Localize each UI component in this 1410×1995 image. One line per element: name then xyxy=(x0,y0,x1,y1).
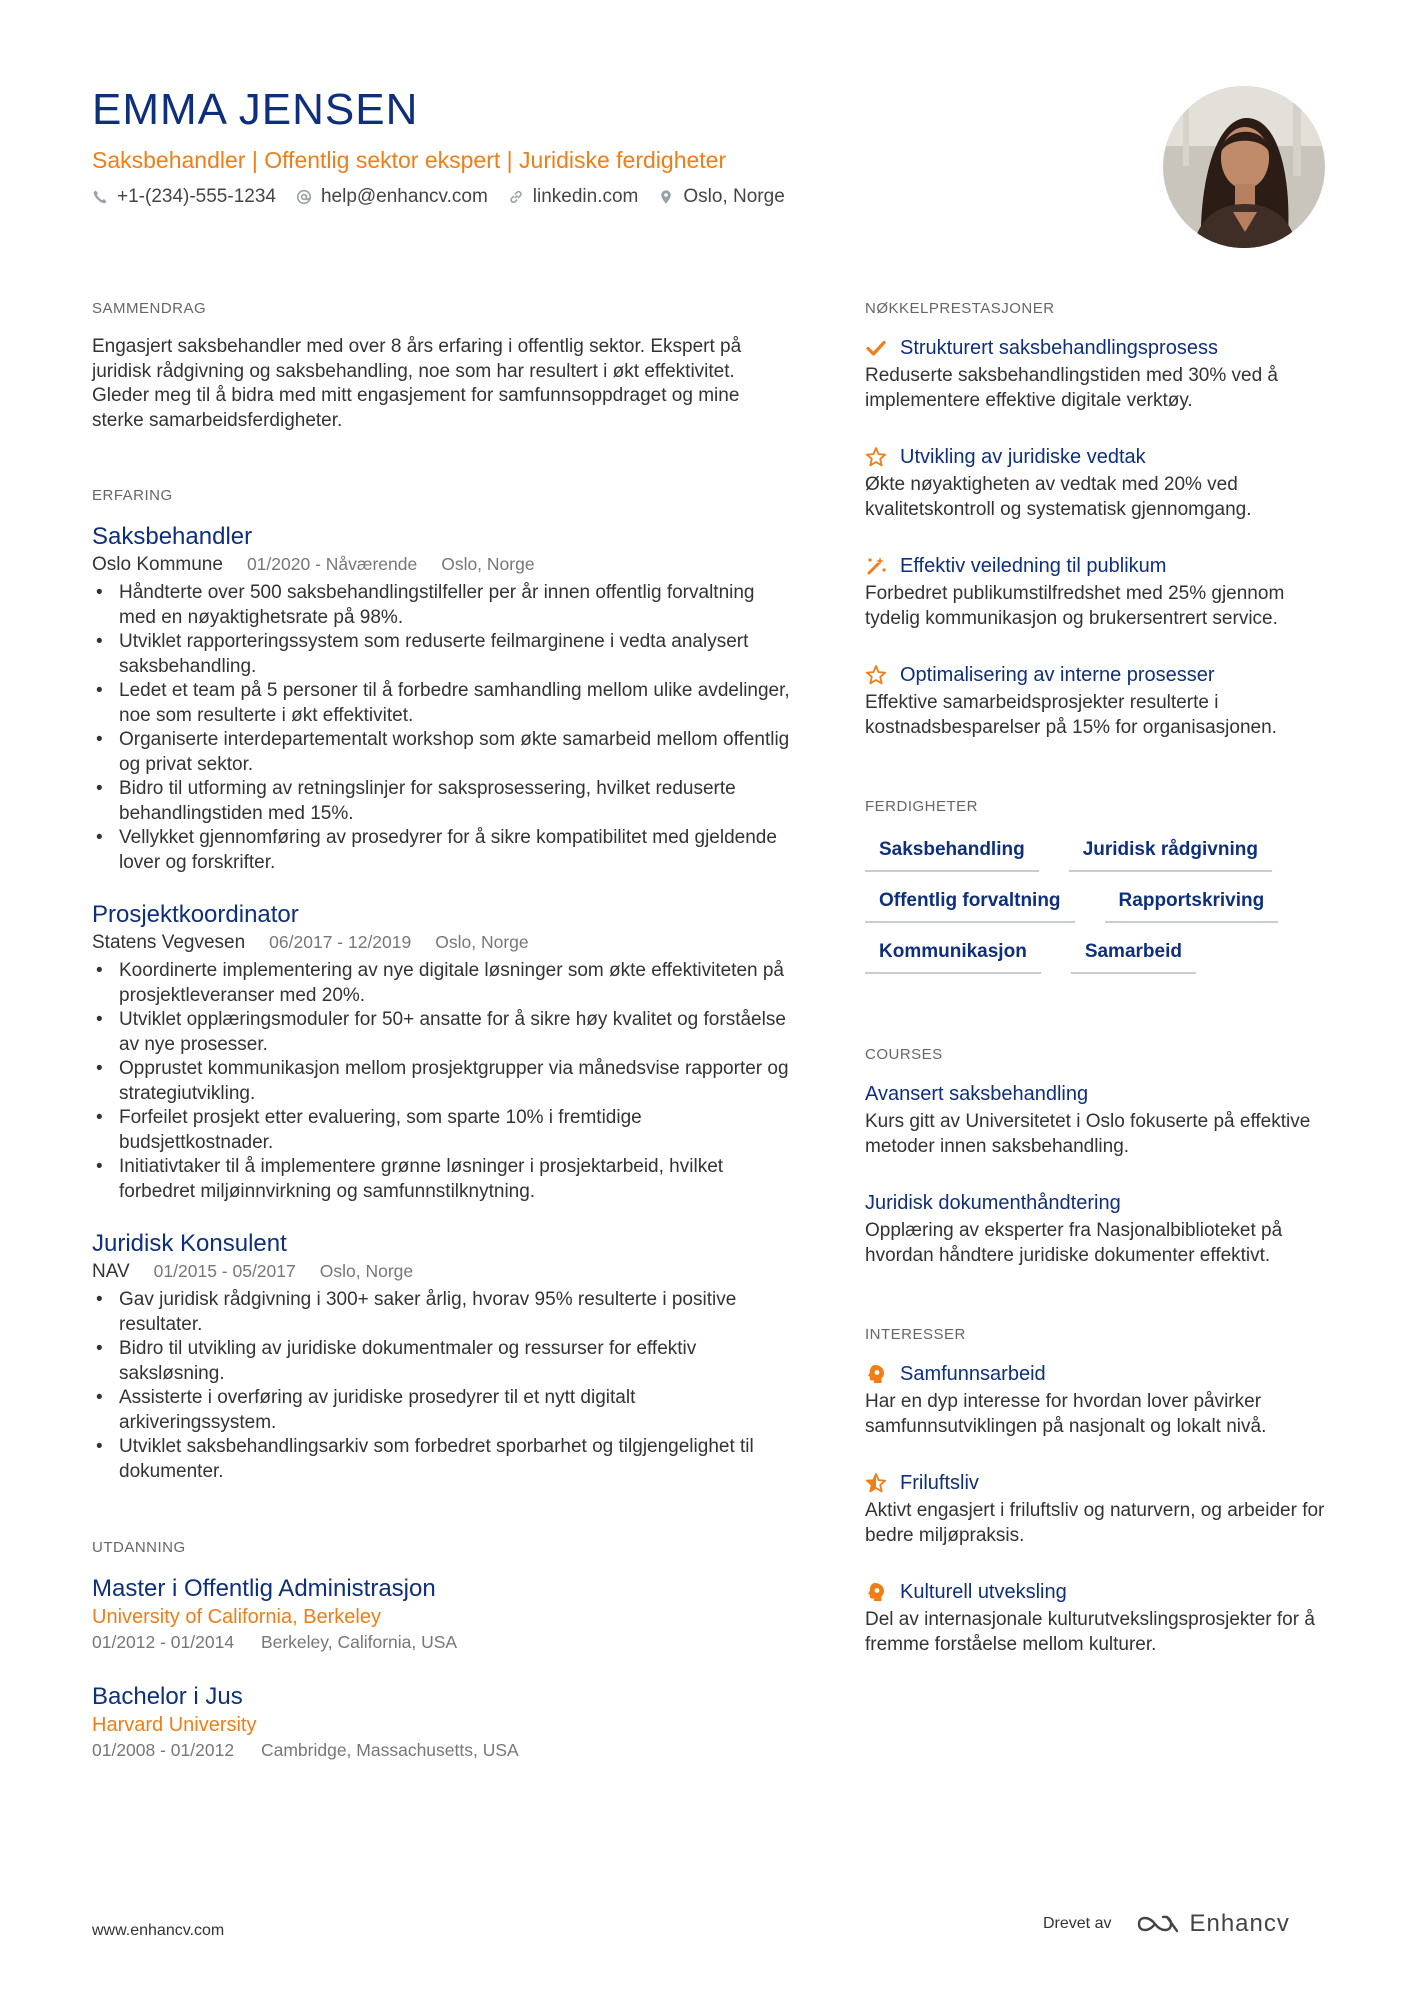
job-bullet: • Initiativtaker til å implementere grønne løsninger i prosjektarbeid, hvilket forbedret miljøinnvirkning og samfunnstilknytning. xyxy=(119,1155,792,1204)
job-bullet: • Assisterte i overføring av juridiske prosedyrer til et nytt digitalt arkiveringssystem. xyxy=(119,1386,792,1435)
course-title: Avansert saksbehandling xyxy=(865,1083,1089,1105)
achievement-text: Reduserte saksbehandlingstiden med 30% ved å implementere effektive digitale verktøy. xyxy=(865,365,1278,411)
job-entry xyxy=(92,900,792,1204)
candidate-name: EMMA JENSEN xyxy=(92,85,419,134)
course-text: Opplæring av eksperter fra Nasjonalbiblioteket på hvordan håndtere juridiske dokumenter effektivt. xyxy=(865,1220,1283,1266)
profile-photo xyxy=(1163,86,1325,248)
enhancv-logo[interactable] xyxy=(1135,1910,1289,1938)
skill-tag: Juridisk rådgivning xyxy=(1069,833,1272,872)
course-title: Juridisk dokumenthåndtering xyxy=(865,1192,1121,1214)
skill-tag: Saksbehandling xyxy=(865,833,1039,872)
job-bullets xyxy=(92,959,792,1204)
job-bullet: • Vellykket gjennomføring av prosedyrer for å sikre kompatibilitet med gjeldende lover og forskrifter. xyxy=(119,826,792,875)
education-institution: University of California, Berkeley xyxy=(92,1606,381,1628)
course-item xyxy=(865,1190,1335,1268)
interest-title: Friluftsliv xyxy=(900,1472,979,1494)
contact-location xyxy=(658,186,784,208)
course-text: Kurs gitt av Universitetet i Oslo fokuserte på effektive metoder innen saksbehandling. xyxy=(865,1111,1311,1157)
education-location: Berkeley, California, USA xyxy=(260,1632,458,1652)
achievement-title: Effektiv veiledning til publikum xyxy=(900,555,1167,577)
achievement-item xyxy=(865,444,1335,522)
interest-title-row xyxy=(865,1361,1335,1387)
interest-title-row xyxy=(865,1579,1335,1605)
job-meta xyxy=(92,930,792,955)
phone-icon xyxy=(92,189,108,205)
job-bullet: • Opprustet kommunikasjon mellom prosjektgrupper via månedsvise rapporter og strategiutvikling. xyxy=(119,1057,792,1106)
footer-branding xyxy=(1043,1910,1290,1938)
job-bullets xyxy=(92,1288,792,1484)
powered-by-text: Drevet av xyxy=(1043,1915,1112,1932)
contact-email xyxy=(296,186,488,208)
education-degree: Bachelor i Jus xyxy=(92,1683,243,1710)
achievement-text: Økte nøyaktigheten av vedtak med 20% ved kvalitetskontroll og systematisk gjennomgang. xyxy=(865,474,1252,520)
job-bullets xyxy=(92,581,792,875)
interest-title: Kulturell utveksling xyxy=(900,1581,1067,1603)
interest-item xyxy=(865,1579,1335,1657)
summary-heading: SAMMENDRAG xyxy=(92,300,207,317)
job-bullet: • Utviklet rapporteringssystem som reduserte feilmarginene i vedta analysert saksbehandling. xyxy=(119,630,792,679)
interest-text: Del av internasjonale kulturutvekslingsprosjekter for å fremme forståelse mellom kulturer. xyxy=(865,1609,1315,1655)
education-degree: Master i Offentlig Administrasjon xyxy=(92,1575,436,1602)
education-meta xyxy=(92,1630,792,1654)
job-meta xyxy=(92,552,792,577)
achievement-title-row xyxy=(865,335,1335,361)
job-bullet: • Forfeilet prosjekt etter evaluering, som sparte 10% i fremtidige budsjettkostnader. xyxy=(119,1106,792,1155)
interests-heading: INTERESSER xyxy=(865,1326,966,1343)
job-bullet: • Organiserte interdepartementalt workshop som økte samarbeid mellom offentlig og privat sektor. xyxy=(119,728,792,777)
interest-text: Aktivt engasjert i friluftsliv og naturvern, og arbeider for bedre miljøpraksis. xyxy=(865,1500,1325,1546)
job-role: Juridisk Konsulent xyxy=(92,1230,287,1257)
job-company: Oslo Kommune xyxy=(92,554,223,575)
job-bullet: • Utviklet opplæringsmoduler for 50+ ansatte for å sikre høy kvalitet og forståelse av nye prosesser. xyxy=(119,1008,792,1057)
job-entry xyxy=(92,522,792,875)
interest-title: Samfunnsarbeid xyxy=(900,1363,1046,1385)
job-role: Saksbehandler xyxy=(92,523,253,550)
linkedin-text[interactable]: linkedin.com xyxy=(532,186,639,207)
head-icon xyxy=(865,1581,887,1603)
achievement-title: Strukturert saksbehandlingsprosess xyxy=(900,337,1218,359)
head-icon xyxy=(865,1363,887,1385)
education-heading: UTDANNING xyxy=(92,1539,186,1556)
education-meta xyxy=(92,1738,792,1762)
interest-title-row xyxy=(865,1470,1335,1496)
contact-linkedin xyxy=(508,186,639,208)
education-dates: 01/2012 - 01/2014 xyxy=(92,1632,235,1652)
magic-wand-icon xyxy=(865,555,887,577)
contact-phone xyxy=(92,186,276,208)
education-location: Cambridge, Massachusetts, USA xyxy=(260,1740,519,1760)
right-column xyxy=(865,300,1335,1657)
contact-bar xyxy=(92,186,785,208)
skill-tag: Rapportskriving xyxy=(1105,884,1279,923)
achievement-text: Forbedret publikumstilfredshet med 25% gjennom tydelig kommunikasjon og brukersentrert service. xyxy=(865,583,1285,629)
brand-name: Enhancv xyxy=(1189,1910,1290,1937)
candidate-headline: Saksbehandler | Offentlig sektor ekspert | Juridiske ferdigheter xyxy=(92,147,727,173)
job-dates: 01/2020 - Nåværende xyxy=(246,554,418,574)
skills-list xyxy=(865,833,1335,974)
achievement-title: Utvikling av juridiske vedtak xyxy=(900,446,1146,468)
job-bullet: • Håndterte over 500 saksbehandlingstilfeller per år innen offentlig forvaltning med en nøyaktighetsrate på 98%. xyxy=(119,581,792,630)
job-role: Prosjektkoordinator xyxy=(92,901,299,928)
job-meta xyxy=(92,1259,792,1284)
achievement-title-row xyxy=(865,662,1335,688)
education-entry xyxy=(92,1682,792,1762)
achievement-title-row xyxy=(865,444,1335,470)
job-bullet: • Utviklet saksbehandlingsarkiv som forbedret sporbarhet og tilgjengelighet til dokumenter. xyxy=(119,1435,792,1484)
interest-text: Har en dyp interesse for hvordan lover påvirker samfunnsutviklingen på nasjonalt og lokalt nivå. xyxy=(865,1391,1267,1437)
education-dates: 01/2008 - 01/2012 xyxy=(92,1740,235,1760)
courses-heading: COURSES xyxy=(865,1046,943,1063)
summary-text: Engasjert saksbehandler med over 8 års erfaring i offentlig sektor. Ekspert på juridisk rådgivning og saksbehandling, noe som har resultert i økt effektivitet. Gleder meg til å bidra med mitt engasjement for samfunnsoppdraget og mine sterke samarbeidsferdigheter. xyxy=(92,336,742,431)
link-icon xyxy=(508,189,524,205)
skills-heading: FERDIGHETER xyxy=(865,798,979,815)
achievement-item xyxy=(865,553,1335,631)
job-location: Oslo, Norge xyxy=(319,1261,414,1281)
job-bullet: • Ledet et team på 5 personer til å forbedre samhandling mellom ulike avdelinger, noe som resulterte i økt effektivitet. xyxy=(119,679,792,728)
interest-item xyxy=(865,1470,1335,1548)
job-bullet: • Gav juridisk rådgivning i 300+ saker årlig, hvorav 95% resulterte i positive resultater. xyxy=(119,1288,792,1337)
phone-text[interactable]: +1-(234)-555-1234 xyxy=(117,186,276,207)
job-dates: 06/2017 - 12/2019 xyxy=(269,932,412,952)
job-location: Oslo, Norge xyxy=(435,932,529,952)
job-entry xyxy=(92,1229,792,1484)
job-location: Oslo, Norge xyxy=(441,554,535,574)
achievements-heading: NØKKELPRESTASJONER xyxy=(865,300,1055,317)
check-icon xyxy=(865,337,887,359)
email-text[interactable]: help@enhancv.com xyxy=(320,186,488,207)
job-bullet: • Bidro til utvikling av juridiske dokumentmaler og ressurser for effektiv saksløsning. xyxy=(119,1337,792,1386)
achievement-item xyxy=(865,662,1335,740)
education-institution: Harvard University xyxy=(92,1714,257,1736)
achievement-item xyxy=(865,335,1335,413)
star-half-icon xyxy=(865,1472,887,1494)
enhancv-logo-icon xyxy=(1135,1911,1181,1937)
experience-heading: ERFARING xyxy=(92,487,173,504)
location-text: Oslo, Norge xyxy=(683,186,785,207)
job-dates: 01/2015 - 05/2017 xyxy=(153,1261,296,1281)
achievement-title: Optimalisering av interne prosesser xyxy=(900,664,1215,686)
job-company: NAV xyxy=(92,1261,130,1282)
skill-tag: Kommunikasjon xyxy=(865,935,1041,974)
at-icon xyxy=(296,189,312,205)
job-bullet: • Bidro til utforming av retningslinjer for saksprosessering, hvilket reduserte behandlingstiden med 15%. xyxy=(119,777,792,826)
left-column xyxy=(92,300,792,1762)
star-outline-icon xyxy=(865,446,887,468)
education-entry xyxy=(92,1574,792,1654)
job-bullet: • Koordinerte implementering av nye digitale løsninger som økte effektiviteten på prosjektleveranser med 20%. xyxy=(119,959,792,1008)
achievement-title-row xyxy=(865,553,1335,579)
skill-tag: Offentlig forvaltning xyxy=(865,884,1075,923)
job-company: Statens Vegvesen xyxy=(92,932,246,953)
course-item xyxy=(865,1081,1335,1159)
location-pin-icon xyxy=(658,189,674,205)
footer-website[interactable]: www.enhancv.com xyxy=(92,1922,225,1939)
skill-tag: Samarbeid xyxy=(1071,935,1196,974)
achievement-text: Effektive samarbeidsprosjekter resulterte i kostnadsbesparelser på 15% for organisasjonen. xyxy=(865,692,1277,738)
star-outline-icon xyxy=(865,664,887,686)
interest-item xyxy=(865,1361,1335,1439)
